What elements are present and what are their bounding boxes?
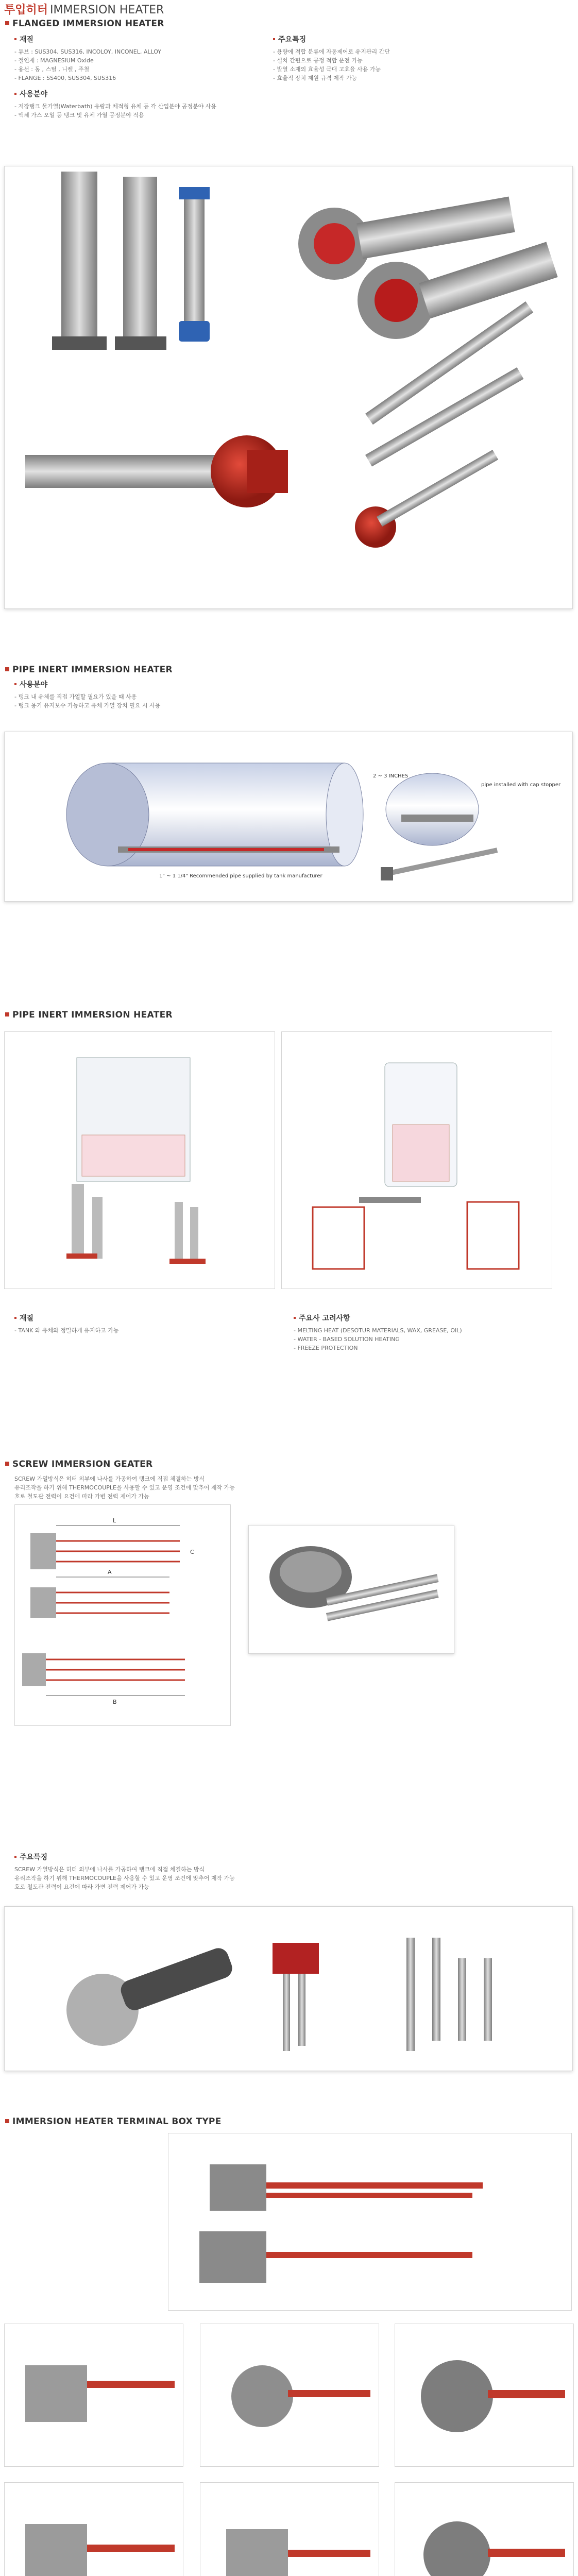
screw-intro-line: 유리조작을 하기 위해 THERMOCOUPLE을 사용할 수 있고 운영 조건에 맞추어 제작 가능: [14, 1484, 235, 1491]
pipe-size-label: 2 ~ 3 INCHES: [373, 773, 409, 779]
screw-dimension-drawing: [14, 1504, 231, 1726]
section-title-pipe-inert: PIPE INERT IMMERSION HEATER: [5, 665, 173, 675]
terminal-box-drawing: [168, 2133, 572, 2311]
page-title: [4, 1, 164, 17]
pipe-cap-label: pipe installed with cap stopper: [481, 782, 561, 788]
screw-products-panel: [4, 1906, 573, 2071]
flanged-spec-block: [14, 34, 272, 120]
pipe-inert-usage-line: - 탱크 용기 유지보수 가능하고 유체 가열 장치 필요 시 사용: [14, 702, 161, 709]
flanged-feature-heading: 주요특징: [273, 34, 562, 44]
pipe-imm-left-text: [14, 1313, 251, 1335]
flanged-spec-line: - FLANGE : SS400, SUS304, SUS316: [14, 75, 116, 81]
section-title-terminal: IMMERSION HEATER TERMINAL BOX TYPE: [5, 2116, 222, 2127]
pipe-imm-right-diagram: [281, 1031, 552, 1289]
flanged-feature-line: - 설치 간편으로 공정 적합 운전 가능: [273, 57, 363, 64]
screw-products-illustration: [5, 1907, 573, 2072]
pipe-inner-label: 1" ~ 1 1/4" Recommended pipe supplied by tank manufacturer: [159, 873, 322, 879]
flanged-photo-panel: [4, 166, 573, 609]
dim-label-b: B: [113, 1699, 117, 1705]
pipe-inert-usage-line: - 탱크 내 유체를 직접 가열할 필요가 있을 때 사용: [14, 693, 137, 700]
screw-intro-block: [14, 1475, 478, 1501]
screw-dimension-svg: [15, 1505, 231, 1726]
flanged-feature-block: [273, 34, 562, 82]
screw-intro-line: 호로 철도관 전력이 요건에 따라 가변 전력 제어가 가능: [14, 1493, 149, 1500]
flanged-feature-line: - 효율적 장치 제원 규격 제작 가능: [273, 75, 358, 81]
page-title-en: IMMERSION HEATER: [50, 4, 164, 16]
screw-feature-heading: 주요특징: [14, 1852, 560, 1862]
flanged-spec-heading: 재질: [14, 34, 272, 44]
pipe-imm-right-line: - WATER - BASED SOLUTION HEATING: [294, 1336, 400, 1343]
pipe-inert-usage-heading: 사용분야: [14, 679, 427, 689]
screw-feature-block: [14, 1852, 560, 1891]
pipe-imm-left-diagram: [4, 1031, 275, 1289]
terminal-variant-3: [395, 2324, 574, 2467]
page-title-kr: 투입히터: [4, 4, 48, 16]
screw-feature-line: SCREW 가열방식은 히터 외부에 나사를 가공하여 탱크에 직접 체결하는 방식: [14, 1866, 205, 1873]
flanged-spec-line: - 용선 : 동 , 스틸 , 니켈 , 주철: [14, 66, 90, 73]
terminal-variant-6: [395, 2482, 574, 2576]
pipe-imm-left-heading: 재질: [14, 1313, 251, 1323]
section-title-flanged: FLANGED IMMERSION HEATER: [5, 19, 164, 29]
flanged-feature-line: - 용량에 적합 분류에 자동제어로 유지관리 간단: [273, 48, 390, 55]
terminal-variant-5: [200, 2482, 379, 2576]
flanged-usage-heading: 사용분야: [14, 89, 272, 99]
flanged-heaters-illustration: [5, 166, 573, 609]
flanged-feature-line: - 발열 소재의 효율성 극대 고효율 사용 가능: [273, 66, 381, 73]
flanged-usage-line: - 액체 가스 오일 등 탱크 및 유체 가열 공정분야 적용: [14, 112, 144, 118]
pipe-imm-right-line: - MELTING HEAT (DESOTUR MATERIALS, WAX, GREASE, OIL): [294, 1327, 462, 1334]
pipe-inert-tank-illustration: [5, 732, 573, 902]
dim-label-c: C: [190, 1549, 194, 1555]
screw-photo: [248, 1525, 454, 1654]
pipe-imm-left-line: - TANK 와 유체와 정밀하게 유지하고 가능: [14, 1327, 119, 1334]
section-title-screw: SCREW IMMERSION GEATER: [5, 1459, 152, 1469]
section-title-pipe-immersion: PIPE INERT IMMERSION HEATER: [5, 1010, 173, 1020]
screw-feature-line: 호로 철도관 전력이 요건에 따라 가변 전력 제어가 가능: [14, 1884, 149, 1890]
dim-label-a: A: [108, 1569, 112, 1575]
pipe-imm-right-text: [294, 1313, 551, 1352]
pipe-imm-right-line: - FREEZE PROTECTION: [294, 1345, 358, 1351]
pipe-imm-right-heading: 주요사 고려사항: [294, 1313, 551, 1323]
pipe-inert-usage-block: [14, 679, 427, 710]
flanged-spec-line: - 튜브 : SUS304, SUS316, INCOLOY, INCONEL, ALLOY: [14, 48, 162, 55]
terminal-variant-1: [4, 2324, 183, 2467]
terminal-variant-4: [4, 2482, 183, 2576]
screw-feature-line: 유리조작을 하기 위해 THERMOCOUPLE을 사용할 수 있고 운영 조건에 맞추어 제작 가능: [14, 1875, 235, 1882]
pipe-inert-diagram-panel: [4, 732, 573, 902]
screw-intro-line: SCREW 가열방식은 히터 외부에 나사를 가공하여 탱크에 직접 체결하는 방식: [14, 1476, 205, 1482]
dim-label-l: L: [113, 1517, 116, 1524]
screw-heater-illustration: [249, 1526, 455, 1654]
terminal-variant-2: [200, 2324, 379, 2467]
pipe-tank-drawing-left: [5, 1032, 276, 1290]
flanged-usage-line: - 저장탱크 물가열(Waterbath) 유량과 체적형 유체 등 각 산업분야 공정분야 사용: [14, 103, 216, 110]
pipe-tank-drawing-right: [282, 1032, 553, 1290]
terminal-main-diagram: [168, 2133, 572, 2311]
flanged-spec-line: - 절연재 : MAGNESIUM Oxide: [14, 57, 94, 64]
